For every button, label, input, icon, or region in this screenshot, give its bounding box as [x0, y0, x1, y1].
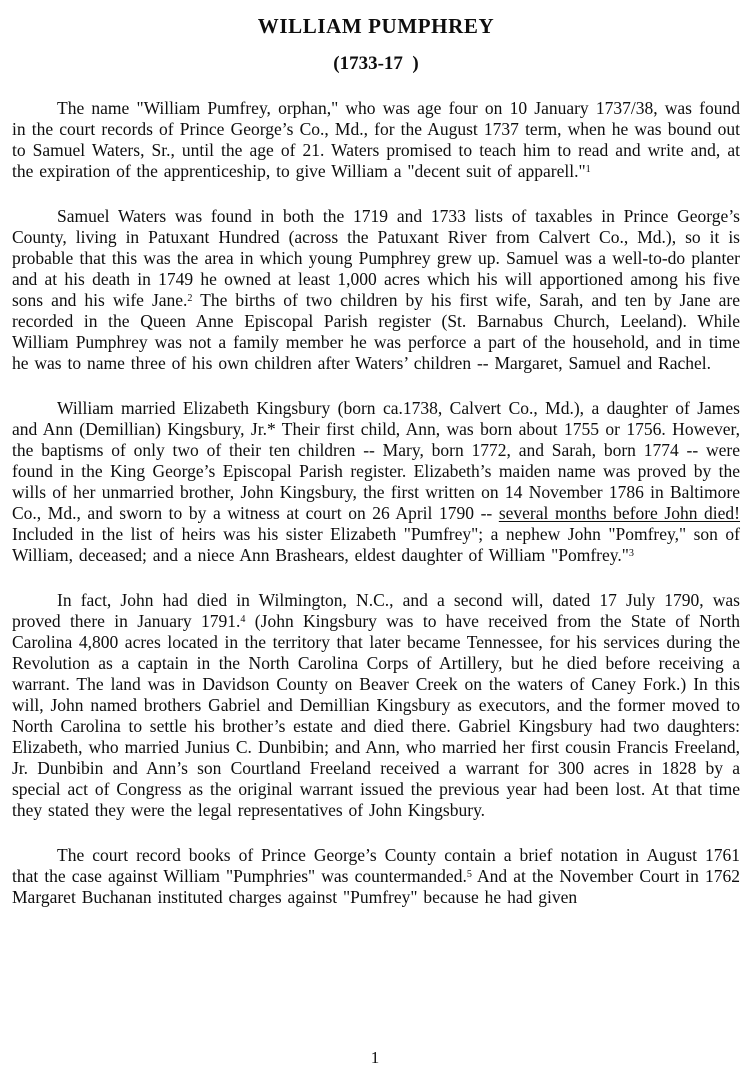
- text-run: The name "William Pumfrey, orphan," who was age four on 10 January 1737/38, was found in the court records of Prince George’s Co., Md., for the August 1737 term, when he was bound out to Samuel Waters, Sr., until the age of 21. Waters promised to teach him to read and write and, at the expiration of the apprenticeship, to give William a "decent suit of apparell.": [12, 98, 740, 181]
- text-run: The births of two children by his first wife, Sarah, and ten by Jane are recorded in the Queen Anne Episcopal Parish register (St. Barnabus Church, Leeland). While William Pumphrey was not a family member he was perforce a part of the household, and in time he was to name three of his own children after Waters’ children -- Margaret, Samuel and Rachel.: [12, 290, 740, 373]
- text-run: Samuel Waters was found in both the 1719 and 1733 lists of taxables in Prince George’s County, living in Patuxant Hundred (across the Patuxant River from Calvert Co., Md.), so it is probable that this was the area in which young Pumphrey grew up. Samuel was a well-to-do planter and at his death in 1749 he owned at least 1,000 acres which his will apportioned among his five sons and his wife Jane.: [12, 206, 740, 310]
- footnote-marker: 4: [240, 614, 246, 626]
- paragraph-4: [12, 590, 740, 821]
- page-title: WILLIAM PUMPHREY: [257, 14, 495, 38]
- page-number: 1: [370, 1048, 380, 1067]
- text-run: Included in the list of heirs was his sister Elizabeth "Pumfrey"; a nephew John "Pomfrey," son of William, deceased; and a niece Ann Brashears, eldest daughter of William "Pomfrey.": [12, 524, 740, 565]
- paragraph-1: [12, 98, 740, 182]
- underlined-text: several months before John died!: [498, 503, 741, 523]
- paragraph-5: [12, 845, 740, 908]
- text-run: And at the November Court in 1762 Margaret Buchanan instituted charges against "Pumfrey" because he had given: [12, 866, 740, 907]
- page-subtitle: (1733-17 ): [333, 53, 419, 74]
- paragraph-3: [12, 398, 740, 566]
- footnote-marker: 2: [187, 293, 193, 305]
- text-run: William married Elizabeth Kingsbury (born ca.1738, Calvert Co., Md.), a daughter of James and Ann (Demillian) Kingsbury, Jr.* Their first child, Ann, was born about 1755 or 1756. However, the baptisms of only two of their ten children -- Mary, born 1772, and Sarah, born 1774 -- were found in the King George’s Episcopal Parish register. Elizabeth’s maiden name was proved by the wills of her unmarried brother, John Kingsbury, the first written on 14 November 1786 in Baltimore Co., Md., and sworn to by a witness at court on 26 April 1790 --: [12, 398, 740, 523]
- footnote-marker: 1: [585, 164, 591, 176]
- footnote-marker: 5: [466, 869, 472, 881]
- footnote-marker: 3: [628, 548, 634, 560]
- document-body: [12, 98, 740, 908]
- text-run: The court record books of Prince George’s County contain a brief notation in August 1761 that the case against William "Pumphries" was countermanded.: [12, 845, 740, 886]
- text-run: In fact, John had died in Wilmington, N.C., and a second will, dated 17 July 1790, was proved there in January 1791.: [12, 590, 740, 631]
- paragraph-2: [12, 206, 740, 374]
- text-run: (John Kingsbury was to have received from the State of North Carolina 4,800 acres located in the territory that later became Tennessee, for his services during the Revolution as a captain in the North Carolina Corps of Artillery, but he died before receiving a warrant. The land was in Davidson County on Beaver Creek on the waters of Caney Fork.) In this will, John named brothers Gabriel and Demillian Kingsbury as executors, and the former moved to North Carolina to settle his brother’s estate and died there. Gabriel Kingsbury had two daughters: Elizabeth, who married Junius C. Dunbibin; and Ann, who married her first cousin Francis Freeland, Jr. Dunbibin and Ann’s son Courtland Freeland received a warrant for 300 acres in 1828 by a special act of Congress as the original warrant issued the previous year had been lost. At that time they stated they were the legal representatives of John Kingsbury.: [12, 611, 740, 820]
